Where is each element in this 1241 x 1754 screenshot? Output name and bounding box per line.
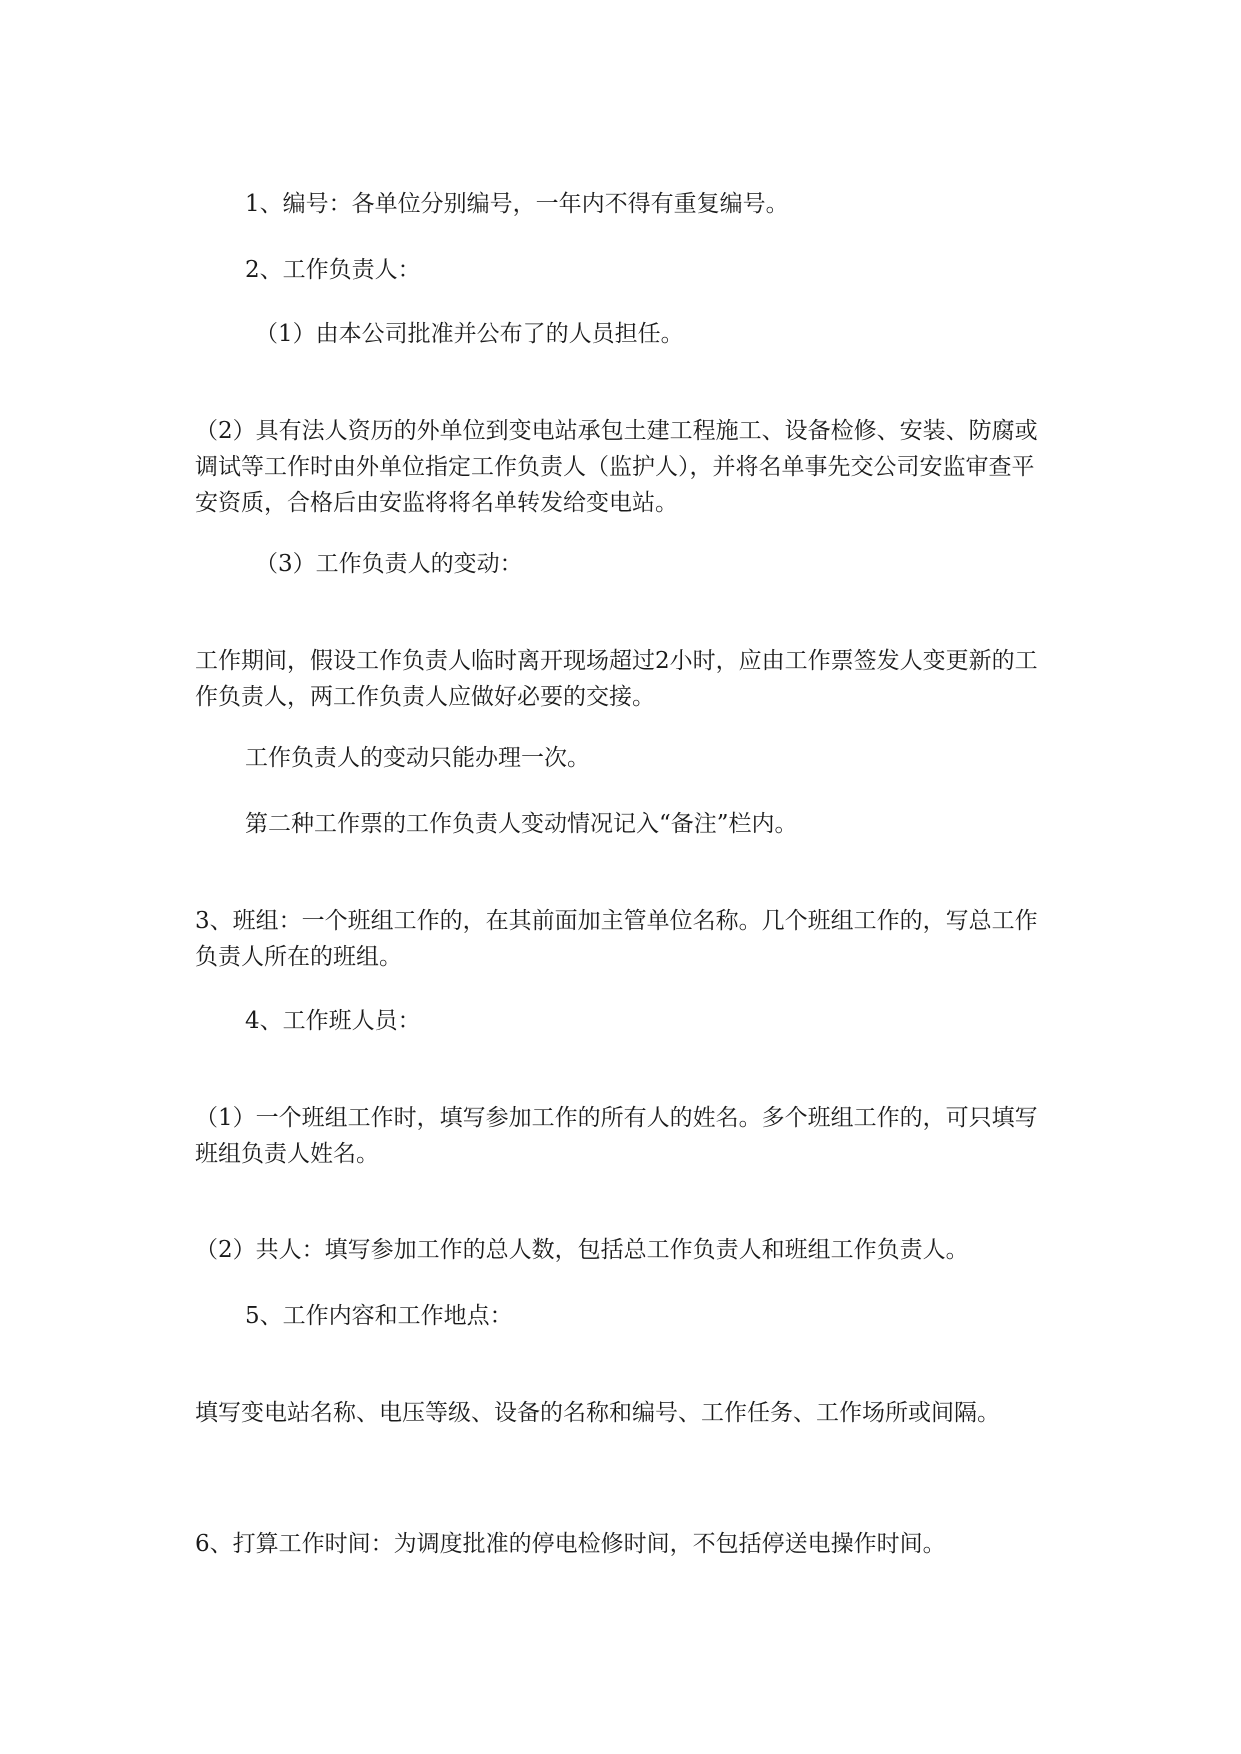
paragraph-change-once: 工作负责人的变动只能办理一次。 (245, 745, 590, 771)
paragraph-team-members-item-2: （2）共人：填写参加工作的总人数，包括总工作负责人和班组工作负责人。 (195, 1237, 969, 1263)
paragraph-leader-item-1: （1）由本公司批准并公布了的人员担任。 (255, 321, 684, 347)
paragraph-work-leader-heading: 2、工作负责人： (245, 257, 421, 283)
paragraph-leader-item-3: （3）工作负责人的变动： (255, 551, 523, 577)
paragraph-team: 3、班组：一个班组工作的，在其前面加主管单位名称。几个班组工作的，写总工作负责人所在的班组。 (195, 908, 1038, 970)
paragraph-numbering: 1、编号：各单位分别编号，一年内不得有重复编号。 (245, 191, 789, 217)
paragraph-team-members-item-1: （1）一个班组工作时，填写参加工作的所有人的姓名。多个班组工作的，可只填写班组负责人姓名。 (195, 1105, 1038, 1167)
paragraph-planned-time: 6、打算工作时间：为调度批准的停电检修时间，不包括停送电操作时间。 (195, 1531, 946, 1557)
paragraph-change-remarks: 第二种工作票的工作负责人变动情况记入“备注”栏内。 (245, 811, 798, 837)
paragraph-team-members-heading: 4、工作班人员： (245, 1008, 421, 1034)
paragraph-work-content: 填写变电站名称、电压等级、设备的名称和编号、工作任务、工作场所或间隔。 (195, 1400, 1000, 1426)
paragraph-leader-item-2: （2）具有法人资历的外单位到变电站承包土建工程施工、设备检修、安装、防腐或调试等工作时由外单位指定工作负责人（监护人），并将名单事先交公司安监审查平安资质，合格后由安监将将名单转发给变电站。 (195, 418, 1038, 516)
paragraph-work-content-heading: 5、工作内容和工作地点： (245, 1303, 513, 1329)
paragraph-leader-absence: 工作期间，假设工作负责人临时离开现场超过2小时，应由工作票签发人变更新的工作负责人，两工作负责人应做好必要的交接。 (195, 648, 1038, 710)
